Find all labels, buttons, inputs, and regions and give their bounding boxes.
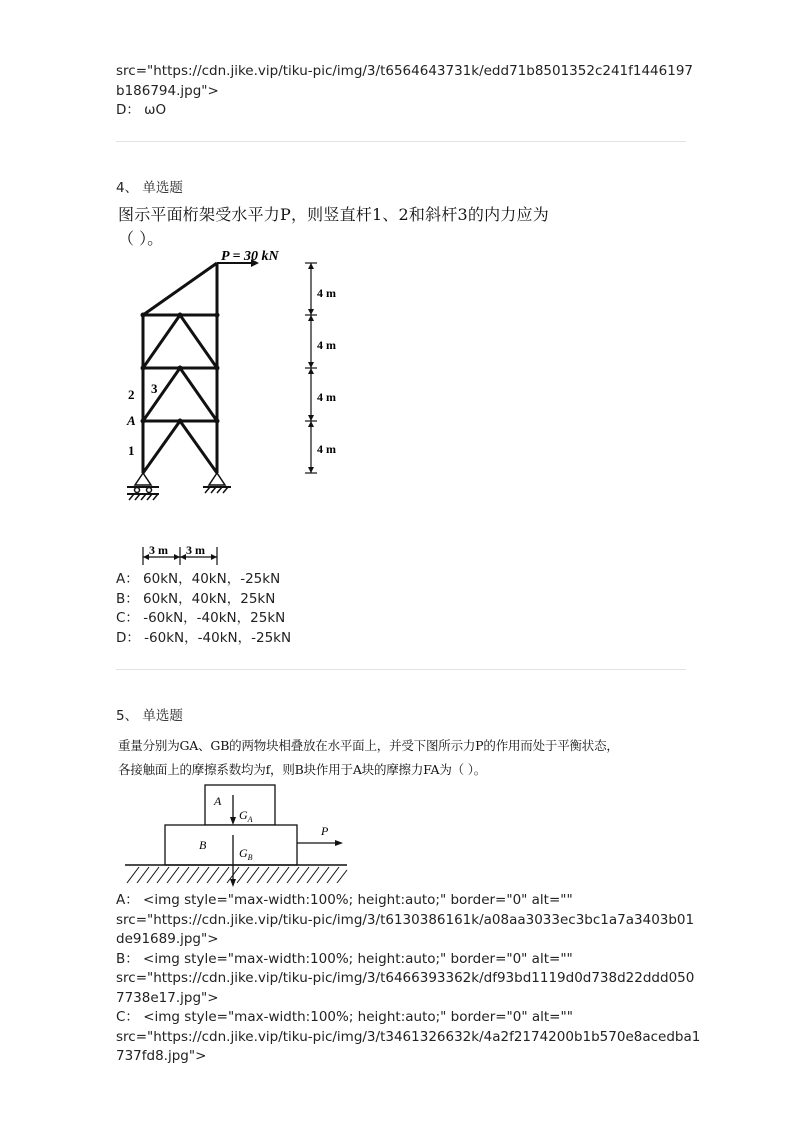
- q3-option-c-src-line2: b186794.jpg">: [116, 82, 219, 99]
- q3-tail: [116, 62, 693, 121]
- q4-option-d[interactable]: D： -60kN，-40kN，-25kN: [116, 629, 292, 646]
- q5-stem-line1: 重量分别为GA、GB的两物块相叠放在水平面上，并受下图所示力P的作用而处于平衡状态，: [118, 738, 619, 753]
- q5-option-c-line2: src="https://cdn.jike.vip/tiku-pic/img/3/t3461326632k/4a2f2174200b1b570e8acedba1: [116, 1028, 701, 1045]
- gb-label-sub: B: [247, 853, 253, 862]
- p-label: P: [321, 824, 329, 838]
- q5-stem-line2: 各接触面上的摩擦系数均为f，则B块作用于A块的摩擦力FA为（ ）。: [118, 762, 487, 777]
- q5-option-c-line3: 737fd8.jpg">: [116, 1048, 207, 1064]
- q4-stem-line2: （ ）。: [118, 229, 164, 248]
- q4-options: [116, 570, 291, 648]
- q5-option-b-line2: src="https://cdn.jike.vip/tiku-pic/img/3/t6466393362k/df93bd1119d0d738d22ddd050: [116, 970, 695, 986]
- q4-option-b[interactable]: B： 60kN，40kN，25kN: [116, 590, 276, 607]
- q5-option-a[interactable]: [116, 891, 700, 950]
- truss-figure: [115, 245, 355, 570]
- member-label-3: 3: [151, 381, 158, 396]
- dim-h-1: 3 m: [149, 543, 168, 557]
- q5-option-b-line1: B： <img style="max-width:100%; height:auto;" border="0" alt="": [116, 950, 573, 967]
- q5-option-b[interactable]: [116, 950, 700, 1009]
- q5-options: [116, 891, 700, 1067]
- member-label-a: A: [127, 413, 136, 428]
- block-a-label: A: [214, 794, 222, 808]
- q4-header: 4、 单选题: [116, 180, 183, 196]
- blocks-figure: [125, 783, 355, 888]
- q4-stem-line1: 图示平面桁架受水平力P，则竖直杆1、2和斜杆3的内力应为: [118, 205, 549, 224]
- member-label-2: 2: [128, 387, 135, 402]
- dim-v-2: 4 m: [317, 338, 336, 352]
- q5-option-b-line3: 7738e17.jpg">: [116, 989, 219, 1006]
- q5-option-c-line1: C： <img style="max-width:100%; height:auto;" border="0" alt="": [116, 1009, 573, 1025]
- q4-option-c[interactable]: C： -60kN，-40kN，25kN: [116, 610, 286, 626]
- q5-option-a-line2: src="https://cdn.jike.vip/tiku-pic/img/3/t6130386161k/a08aa3033ec3bc1a7a3403b01: [116, 911, 695, 928]
- dim-v-1: 4 m: [317, 286, 336, 300]
- dim-h-2: 3 m: [186, 543, 205, 557]
- q4-option-a[interactable]: A： 60kN，40kN，-25kN: [116, 571, 281, 587]
- block-b-label: B: [199, 838, 207, 852]
- dim-v-4: 4 m: [317, 442, 336, 456]
- q5-option-a-line3: de91689.jpg">: [116, 931, 219, 947]
- q3-option-d[interactable]: D： ωO: [116, 102, 167, 118]
- dim-v-3: 4 m: [317, 390, 336, 404]
- divider: [116, 141, 686, 142]
- q5-option-a-line1: A： <img style="max-width:100%; height:auto;" border="0" alt="": [116, 892, 573, 908]
- q5-option-c[interactable]: [116, 1008, 700, 1067]
- load-label: P = 30 kN: [221, 249, 279, 264]
- q5-header: 5、 单选题: [116, 708, 183, 724]
- ga-label-main: G: [239, 808, 248, 822]
- gb-label-main: G: [239, 846, 248, 860]
- divider: [116, 669, 686, 670]
- q3-option-c-src-line1: src="https://cdn.jike.vip/tiku-pic/img/3/t6564643731k/edd71b8501352c241f1446197: [116, 63, 694, 79]
- ga-label-sub: A: [247, 815, 253, 824]
- member-label-1: 1: [128, 443, 135, 458]
